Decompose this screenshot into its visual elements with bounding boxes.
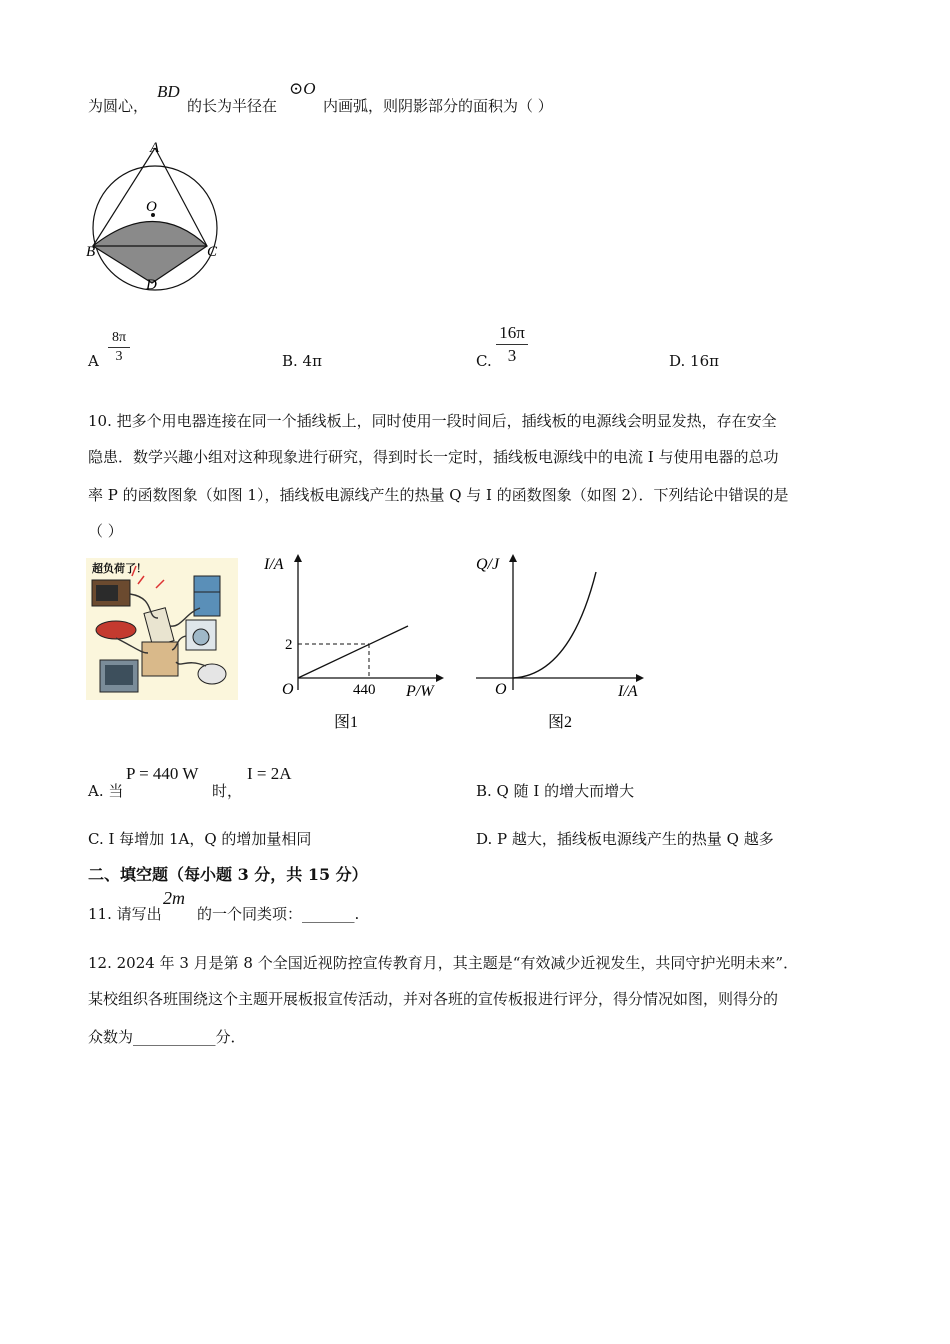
- fig2-origin: O: [495, 681, 507, 698]
- fig1-line-graph: [298, 626, 408, 678]
- q10-option-d: D. P 越大，插线板电源线产生的热量 Q 越多: [476, 830, 774, 848]
- label-b: B: [86, 244, 96, 260]
- q11-expr: 2m: [163, 888, 185, 908]
- q9-option-a-fraction: [108, 330, 130, 365]
- iron-icon: [96, 621, 136, 639]
- fridge-icon: [194, 576, 220, 616]
- q10-option-b: B. Q 随 I 的增大而增大: [476, 782, 635, 800]
- q9-option-c-den: 3: [507, 346, 517, 365]
- q11-text-pre: 11. 请写出: [88, 905, 162, 923]
- q10-option-c: C. I 每增加 1A，Q 的增加量相同: [88, 830, 312, 848]
- cartoon-caption: 超负荷了！: [92, 563, 147, 575]
- q10-line-2: 隐患．数学兴趣小组对这种现象进行研究，得到时长一定时，插线板电源线中的电流 I 与使用电器的总功: [88, 448, 779, 466]
- q10-figure-1: [258, 550, 458, 740]
- q10-option-a-expr1: P = 440 W: [126, 764, 199, 783]
- q10-option-a-expr2: I = 2A: [247, 764, 292, 783]
- q10-line-4: （ ）: [88, 522, 123, 540]
- q10-option-a-mid: 时，: [212, 782, 243, 800]
- section-heading: 二、填空题（每小题 3 分，共 15 分）: [88, 865, 368, 884]
- q10-overload-cartoon: [86, 558, 238, 700]
- q9-option-a-den: 3: [115, 349, 123, 364]
- q12-line-2: 某校组织各班围绕这个主题开展板报宣传活动，并对各班的宣传板报进行评分，得分情况如图，则得分的: [88, 990, 779, 1008]
- q9-expr-bd: BD: [157, 82, 180, 101]
- q9-option-c-label: C.: [476, 352, 492, 370]
- q9-option-c-fraction: [496, 323, 528, 366]
- q12-line-1: 12. 2024 年 3 月是第 8 个全国近视防控宣传教育月，其主题是“有效减少近视发生，共同守护光明未来”．: [88, 954, 799, 972]
- q9-option-d: D. 16π: [669, 352, 719, 370]
- shaded-region: [93, 222, 207, 284]
- q9-text-mid: 的长为半径在: [187, 97, 278, 115]
- q9-expr-odot: ⊙O: [289, 79, 316, 98]
- plug-cluster-icon: [142, 642, 178, 676]
- q10-line-1: 10. 把多个用电器连接在同一个插线板上，同时使用一段时间后，插线板的电源线会明显发热，存在安全: [88, 412, 777, 430]
- q10-option-a-pre: A. 当: [88, 782, 124, 800]
- rice-cooker-icon: [198, 664, 226, 684]
- fig1-tick-y: 2: [285, 637, 293, 653]
- q9-option-b: B. 4π: [282, 352, 322, 370]
- label-a: A: [150, 140, 160, 156]
- fig1-caption: 图1: [334, 714, 359, 731]
- q9-option-c-num: 16π: [499, 323, 525, 342]
- q9-option-a-num: 8π: [111, 330, 127, 345]
- fig1-y-label: I/A: [264, 556, 284, 573]
- fig2-y-label: Q/J: [476, 556, 500, 573]
- label-o: O: [146, 199, 157, 215]
- fig2-curve: [513, 572, 596, 678]
- q9-geometry-figure: [82, 135, 227, 295]
- fig2-caption: 图2: [548, 714, 573, 731]
- q9-option-a-label: A: [88, 352, 99, 370]
- fig1-x-label: P/W: [406, 683, 434, 700]
- q10-line-3: 率 P 的函数图象（如图 1），插线板电源线产生的热量 Q 与 I 的函数图象（如图 2）．下列结论中错误的是: [88, 486, 789, 504]
- q10-figure-2: [470, 550, 660, 740]
- fig1-origin: O: [282, 681, 294, 698]
- q9-text-post: 内画弧，则阴影部分的面积为（ ）: [323, 97, 553, 115]
- fig2-x-label: I/A: [618, 683, 638, 700]
- label-d: D: [146, 277, 157, 293]
- label-c: C: [207, 244, 218, 260]
- q11-text-post: 的一个同类项：_______.: [197, 905, 360, 923]
- q12-line-3: 众数为___________分．: [88, 1028, 246, 1046]
- q9-text-pre: 为圆心，: [88, 97, 149, 115]
- fig1-tick-x: 440: [353, 682, 376, 698]
